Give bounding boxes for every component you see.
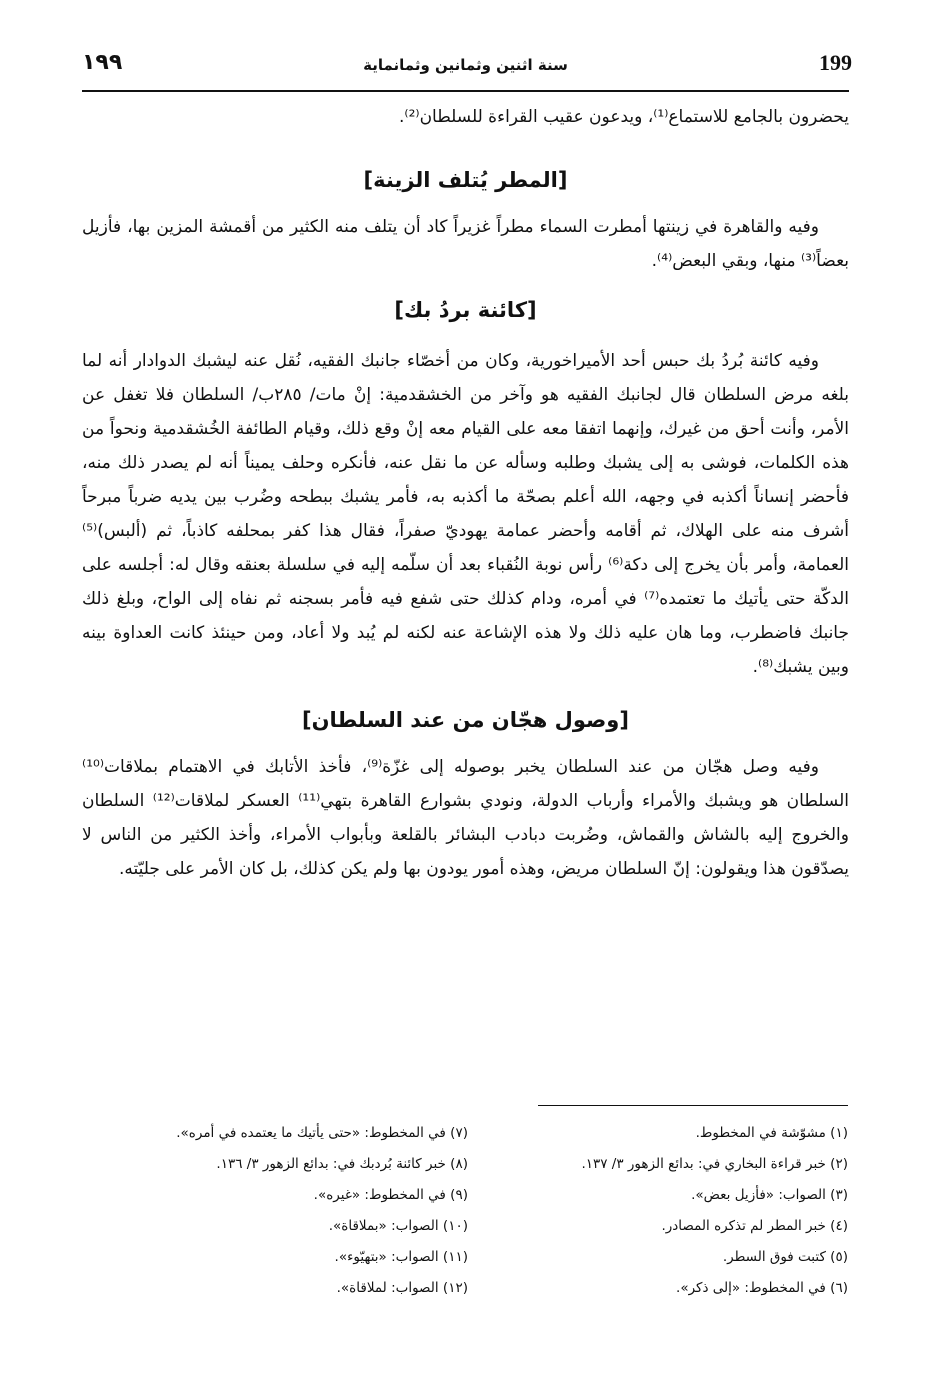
page-header [82,44,852,92]
paragraph-rain: وفيه والقاهرة في زينتها أمطرت السماء مطراً غزيراً كاد أن يتلف منه الكثير من أقمشة المزين بها، فأزيل بعضاً⁽³⁾ منها، وبقي البعض⁽⁴⁾. [82,217,849,271]
running-title: سنة اثنين وثمانين وثمانماية [363,56,568,74]
footnote: (٢) خبر قراءة البخاري في: بدائع الزهور ٣/ ١٣٧. [581,1156,848,1172]
footnote: (١٢) الصواب: لملاقاة». [336,1280,468,1296]
footnotes-left-column [98,1118,468,1304]
footnote: (٥) كتبت فوق السطر. [722,1249,848,1265]
footnote: (٦) في المخطوط: «إلى ذكر». [676,1280,848,1296]
footnote: (٤) خبر المطر لم تذكره المصادر. [661,1218,848,1234]
footnote: (١٠) الصواب: «بملاقاة». [328,1218,468,1234]
main-text [82,100,849,886]
paragraph-continuation: يحضرون بالجامع للاستماع⁽¹⁾، ويدعون عقيب القراءة للسلطان⁽²⁾. [398,107,849,127]
page-number-latin: 199 [819,50,852,75]
paragraph-courier: وفيه وصل هجّان من عند السلطان يخبر بوصوله إلى غزّة⁽⁹⁾، فأخذ الأتابك في الاهتمام بملاقات⁽¹⁰⁾ السلطان هو ويشبك والأمراء وأرباب الدولة، ونودي بشوارع القاهرة بتهي⁽¹¹⁾ العسكر لملاقات⁽¹²⁾ السلطان والخروج إليه بالشاش والقماش، وضُربت دبادب البشائر بالقلعة وبأبواب الأمراء، وأخذ الكثير من الناس لا يصدّقون هذا ويقولون: إنّ السلطان مريض، وهذه أمور يودون بها ولم يكن كذلك، بل كان الأمر على جليّته. [82,757,849,879]
footnote: (٣) الصواب: «فأزيل بعض». [691,1187,848,1203]
section-heading-courier: [وصول هجّان من عند السلطان] [302,708,629,732]
footnote: (٩) في المخطوط: «غيره». [313,1187,468,1203]
section-heading-burdbak: [كائنة بردُ بك] [394,298,537,322]
footnote: (٨) خبر كائنة بُردبك في: بدائع الزهور ٣/ ١٣٦. [216,1156,468,1172]
section-heading-rain: [المطر يُتلف الزينة] [363,168,568,192]
page-number-arabic: ١٩٩ [82,50,123,75]
footnote-separator [538,1105,848,1106]
footnotes-right-column [478,1118,848,1304]
paragraph-burdbak: وفيه كائنة بُردُ بك حبس أحد الأميراخورية، وكان من أخصّاء جانبك الفقيه، نُقل عنه ليشبك الدوادار أنه لما بلغه مرض السلطان قال لجانبك الفقيه هو وآخر من الخشقدمية: إنْ مات/ ٢٨٥ب/ السلطان فلا تغفل عن الأمر، وأنت أحق من غيرك، وإنهما اتفقا معه على القيام معه إنْ وقع ذلك، وقيام الطائفة الخُشقدمية ونحواً من هذه الكلمات، فوشى به إلى يشبك وطلبه وسأله عن ما نقل عنه، فأنكره وحلف يميناً أنه لم يصدر ذلك منه، فأحضر إنساناً أكذبه في وجهه، الله أعلم بصحّة ما أكذبه به، فأمر يشبك ببطحه وضُرب بين يديه ضرباً مبرحاً أشرف منه على الهلاك، ثم أقامه وأحضر عمامة يهوديّ صفراً، فقال هذا كفر بمحلفه كاذباً، ثم (ألبس)⁽⁵⁾ العمامة، وأمر بأن يخرج إلى دكة⁽⁶⁾ رأس نوبة النُقباء بعد أن سلّمه إليه في سلسلة بعنقه وقال له: أجلسه على الدكّة حتى يأتيك ما تعتمده⁽⁷⁾ في أمره، ودام كذلك حتى شفع فيه فأمر بسجنه ثم نفاه إلى الواح، وبلغ ذلك جانبك فاضطرب، وما هان عليه ذلك ولا هذه الإشاعة عنه لكنه لم يُبد ولا أعاد، ومن حينئذ كانت العداوة بينه وبين يشبك⁽⁸⁾. [82,351,850,677]
footnote: (١١) الصواب: «بتهيّوء». [334,1249,468,1265]
footnote: (١) مشوّشة في المخطوط. [695,1125,848,1141]
footnote: (٧) في المخطوط: «حتى يأتيك ما يعتمده في أمره». [176,1125,468,1141]
